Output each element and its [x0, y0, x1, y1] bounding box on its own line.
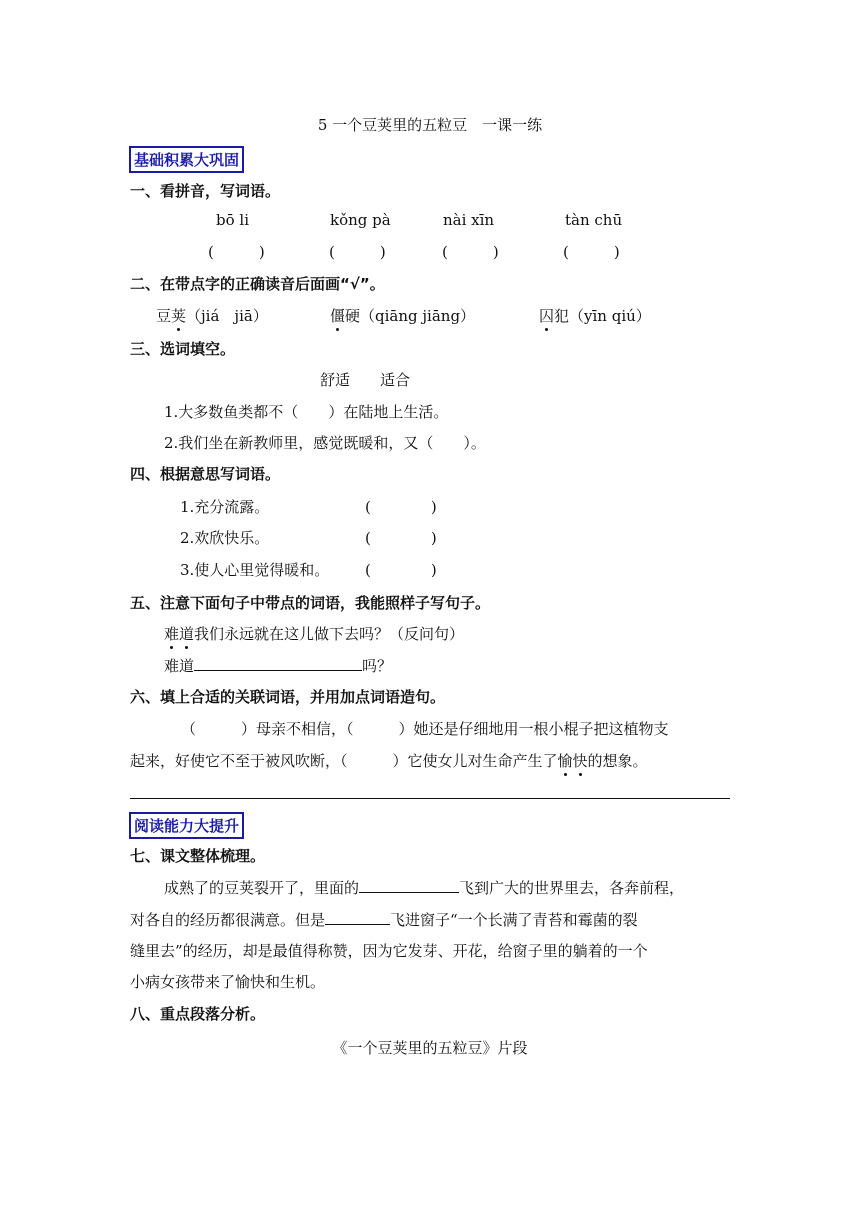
conjunction-line-1[interactable]: （ ）母亲不相信，（ ）她还是仔细地用一根小棍子把这植物支: [181, 720, 669, 738]
pronunciation-item-1: [156, 305, 268, 326]
section-label-reading: 阅读能力大提升: [129, 812, 244, 839]
question-5-heading: 五、注意下面句子中带点的词语，我能照样子写句子。: [130, 594, 491, 612]
answer-line[interactable]: [359, 876, 459, 893]
conjunction-line-2[interactable]: [130, 750, 648, 771]
answer-suffix: 吗？: [362, 657, 393, 675]
answer-blank-m3[interactable]: ( ): [365, 561, 437, 579]
answer-blank-3[interactable]: ( ): [442, 243, 499, 261]
answer-blank-1[interactable]: ( ): [208, 243, 265, 261]
line-text: 的想象。: [587, 752, 648, 770]
dotted-char: 荚: [171, 307, 187, 325]
summary-line-2: [130, 908, 638, 930]
word-text: 硬: [345, 307, 361, 325]
passage-subtitle: 《一个豆荚里的五粒豆》片段: [332, 1039, 528, 1057]
summary-line-1: [164, 876, 684, 898]
line-text: 成熟了的豆荚裂开了，里面的: [164, 879, 360, 897]
question-6-heading: 六、填上合适的关联词语，并用加点词语造句。: [130, 688, 446, 706]
line-text: 飞到广大的世界里去，各奔前程，: [459, 879, 685, 897]
line-text: 飞进窗子“一个长满了青苔和霉菌的裂: [390, 911, 638, 929]
divider: [130, 798, 730, 799]
question-4-heading: 四、根据意思写词语。: [130, 465, 281, 483]
pronunciation-item-3: [539, 305, 651, 326]
question-3-heading: 三、选词填空。: [130, 340, 236, 358]
answer-line[interactable]: [194, 654, 362, 671]
question-2-heading: 二、在带点字的正确读音后面画“√”。: [130, 275, 385, 293]
line-text: 起来，好使它不至于被风吹断，（ ）它使女儿对生命产生了: [130, 752, 558, 770]
question-7-heading: 七、课文整体梳理。: [130, 847, 266, 865]
dotted-char: 道: [179, 625, 195, 643]
dotted-char: 快: [572, 752, 588, 770]
dotted-char: 愉: [557, 752, 573, 770]
example-sentence: [164, 623, 464, 644]
line-text: 对各自的经历都很满意。但是: [130, 911, 326, 929]
answer-sentence: [164, 654, 392, 676]
page-title: 5 一个豆荚里的五粒豆 一课一练: [317, 116, 543, 134]
answer-line[interactable]: [325, 908, 390, 925]
word-text: 豆: [156, 307, 172, 325]
summary-line-4: 小病女孩带来了愉快和生机。: [130, 973, 326, 991]
question-1-heading: 一、看拼音，写词语。: [130, 182, 281, 200]
fill-sentence-2[interactable]: 2.我们坐在新教师里，感觉既暖和，又（ ）。: [164, 434, 486, 452]
answer-blank-2[interactable]: ( ): [329, 243, 386, 261]
dotted-char: 囚: [539, 307, 555, 325]
pinyin-2: kǒng pà: [330, 211, 391, 229]
answer-blank-m2[interactable]: ( ): [365, 529, 437, 547]
question-8-heading: 八、重点段落分析。: [130, 1005, 266, 1023]
sentence-rest: 我们永远就在这儿做下去吗？（反问句）: [194, 625, 465, 643]
summary-line-3: 缝里去”的经历，却是最值得称赞，因为它发芽、开花，给窗子里的躺着的一个: [130, 942, 648, 960]
word-text: 犯: [554, 307, 570, 325]
meaning-item-1: 1.充分流露。: [180, 498, 270, 516]
answer-blank-4[interactable]: ( ): [563, 243, 620, 261]
dotted-char: 难: [164, 625, 180, 643]
section-label-basic: 基础积累大巩固: [129, 146, 244, 173]
answer-prefix: 难道: [164, 657, 195, 675]
options[interactable]: （yīn qiú）: [569, 307, 651, 325]
pronunciation-item-2: [330, 305, 475, 326]
options[interactable]: （qiāng jiāng）: [360, 307, 476, 325]
meaning-item-2: 2.欢欣快乐。: [180, 529, 270, 547]
pinyin-4: tàn chū: [565, 211, 623, 229]
pinyin-1: bō li: [216, 211, 249, 229]
dotted-char: 僵: [330, 307, 346, 325]
fill-sentence-1[interactable]: 1.大多数鱼类都不（ ）在陆地上生活。: [164, 403, 449, 421]
word-choices: 舒适 适合: [320, 371, 411, 389]
answer-blank-m1[interactable]: ( ): [365, 498, 437, 516]
meaning-item-3: 3.使人心里觉得暖和。: [180, 561, 330, 579]
pinyin-3: nài xīn: [443, 211, 495, 229]
options[interactable]: （jiá jiā）: [186, 307, 268, 325]
